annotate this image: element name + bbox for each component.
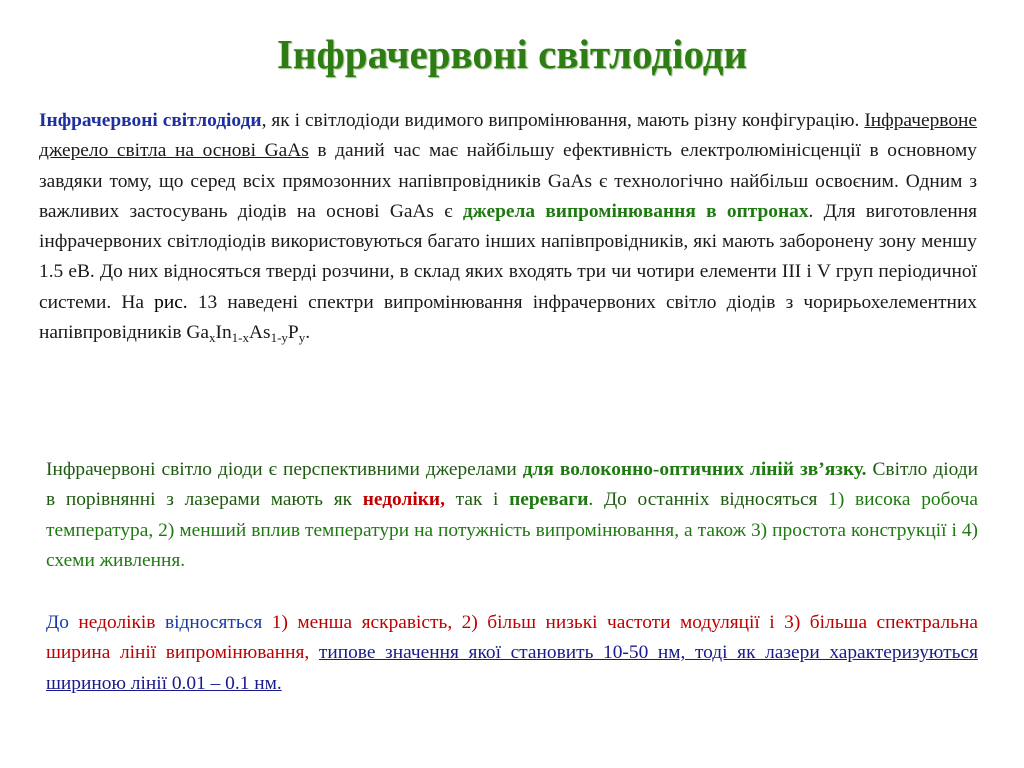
paragraph-intro [39,106,977,348]
p2-text-4: . До останніх відносяться [588,489,829,511]
p2-text-1: Інфрачервоні світло діоди є перспективними джерелами [46,459,523,480]
formula-as: As [249,322,271,344]
formula-p: P [287,322,299,344]
p3-text-1: До [46,612,79,633]
p3-text-2: відносяться [155,612,272,633]
page-title: Інфрачервоні світлодіоди [276,31,748,77]
p2-advantages: переваги [509,489,589,511]
paragraph-advantages [46,455,978,576]
p2-text-3: так і [444,489,510,511]
p3-disadvantages-list: 1) менша яскравість, 2) більш низькі частоти модуляції і 3) більша спектральна ширина лінії випромінювання [46,612,978,664]
p1-text-1: , як і світлодіоди видимого випромінювання, мають різну конфігурацію. [261,110,865,131]
p1-text-2: в даний час має найбільшу ефективність електролюмінісценції в основному завдяки тому, що серед всіх прямозонних напівпровідників GaAs є технологічно найбільш освоєним. Одним з важливих застосувань діодів на основі GaAs є [39,140,977,222]
p3-linewidth-note: типове значення якої становить 10-50 нм, тоді як лазери характеризуються шириною лінії 0.01 – 0.1 нм. [46,642,979,694]
formula-sub-1-y: 1-y [270,330,288,346]
p1-gaas-source: Інфрачервоне джерело світла на основі GaAs [39,110,977,162]
p1-fig-ref: рис. [154,291,188,313]
formula-sub-1-x: 1-x [231,330,249,346]
formula-end: . [305,322,311,344]
p1-text-3: . Для виготовлення інфрачервоних світлодіодів використовуються багато інших напівпровідників, які мають заборонену зону меншу 1.5 еВ. До них відносяться тверді розчини, в склад яких входять три чи чотири елементи III і V груп періодичної системи. На [39,200,977,313]
p2-fiber-optic: для волоконно-оптичних ліній зв’язку. [522,459,867,480]
p2-text-2: Світло діоди в порівнянні з лазерами мають як [46,459,978,511]
p2-disadvantages: недоліки, [362,489,445,511]
p1-text-4: 13 наведені спектри випромінювання інфрачервоних світло діодів з чорирьохелементних напівпровідників Ga [39,291,977,344]
formula-sub-x: x [209,330,216,346]
p1-optron-sources: джерела випромінювання в оптронах [462,200,809,222]
p2-advantages-list: 1) висока робоча температура, 2) менший вплив температури на потужність випромінювання, а також 3) простота конструкції і 4) схеми живлення. [46,489,979,571]
formula-sub-y: y [298,330,306,346]
p1-term: Інфрачервоні світлодіоди [39,110,262,131]
paragraph-disadvantages [46,608,978,699]
formula-in: In [215,322,232,344]
p3-disadvantages: недоліків [78,612,156,633]
p3-text-3: , [304,642,319,664]
